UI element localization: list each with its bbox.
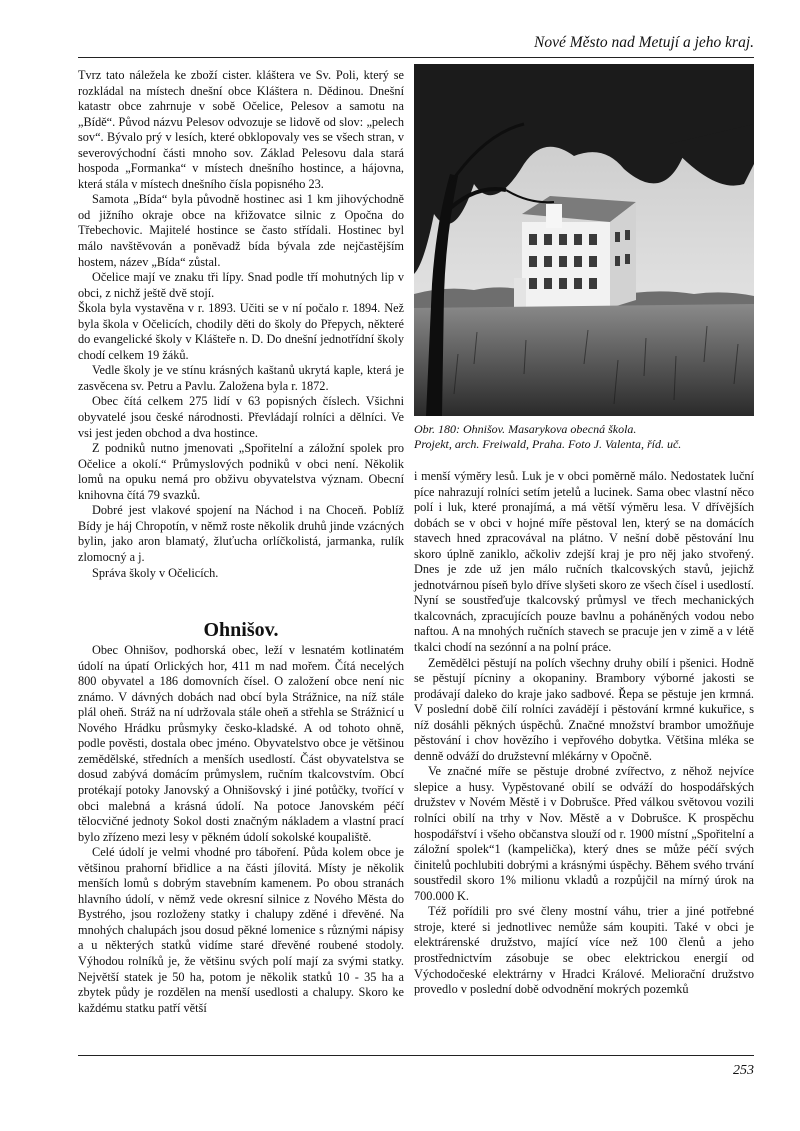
right-column [414, 469, 754, 998]
running-title: Nové Město nad Metují a jeho kraj. [534, 34, 754, 51]
left-column [78, 68, 404, 1016]
paragraph: Samota „Bída“ byla původně hostinec asi 1 km jihovýchodně od jižního okraje obce na křižovatce silnic z Opočna do Třebechovic. Majitelé hostince se často střídali. Hostinec byl málo navštěvován a poněvadž bída bývala zde nejčastějším hostem, název „Bída“ zůstal. [78, 192, 404, 269]
paragraph: Obec čítá celkem 275 lidí v 63 popisných číslech. Všichni obyvatelé jsou české národnosti. Převládají rolníci a dělníci. Ve vsi jest jeden obchod a dva hostince. [78, 394, 404, 440]
paragraph: Též pořídili pro své členy mostní váhu, trier a jiné potřebné stroje, které si jednotlivec nemůže sám koupiti. Také v obci je elektrárenské družstvo, mající více než 100 členů a jeho prostřednictvím zásobuje se obec elektrickou energií od Východočeské elektrárny v Hradci Králové. Meliorační družstvo provedlo v poslední době odvodnění mokrých pozemků [414, 904, 754, 997]
footer-rule [78, 1055, 754, 1056]
paragraph: Zemědělci pěstují na polích všechny druhy obilí i pšenici. Hodně se pěstují pícniny a okopaniny. Brambory výborné jakosti se prodávají daleko do kraje jako sadbové. Řepa se pěstuje jen krmná. V poslední době čilí rolníci zavádějí i pěstování krmné kukuřice, s níž dosáhli pěkných úspěchů. Značné množství brambor umožňuje pěstování i chov hovězího i vepřového dobytka. Většina mléka se denně odváží do družstevní mlékárny v Opočně. [414, 655, 754, 763]
paragraph: Ve značné míře se pěstuje drobné zvířectvo, z něhož nejvíce slepice a husy. Vypěstované obilí se odváží do hospodářských družstev v Novém Městě i v Dobrušce. Před válkou světovou vozili rolníci obilí na trhy v Nov. Městě a v Dobrušce. K prospěchu hospodářství i všeho občanstva slouží od r. 1900 místní „Spořitelní a záložní spolek“1 (kampelička), který dnes se může péčí svých činitelů pochlubiti dobrými a krásnými úspěchy. Během svého trvání soustředil skoro 1% milionu vkladů a rozpůjčil na mírný úrok na 700.000 K. [414, 764, 754, 903]
paragraph: Tvrz tato náležela ke zboží cister. kláštera ve Sv. Poli, který se rozkládal na místech dnešní obce Kláštera n. Dědinou. Dnešní katastr obce zahrnuje v sobě Očelice, Pelesov a samotu na „Bídě“. Původ názvu Pelesov odvozuje se lidově od slov: „pelech sov“. Bývalo prý v lesích, které obklopovaly ves se všech stran, v severovýchodní části mnoho sov. Základ Pelesovu dala stará hospoda „Formanka“ v místech dnešního hostince, a hájovna, která stála v místech dnešního čísla popisného 23. [78, 68, 404, 191]
paragraph: Dobré jest vlakové spojení na Náchod i na Choceň. Poblíž Bídy je háj Chropotín, v němž roste několik druhů jinde vzácných bylin, jako aron blamatý, žluťucha orlíčkolistá, jarmanka, rulík zlomocný a j. [78, 503, 404, 564]
paragraph: Obec Ohnišov, podhorská obec, leží v lesnatém kotlinatém údolí na úpatí Orlických hor, 411 m nad mořem. Čítá necelých 800 obyvatel a 186 domovních čísel. O založení obce není nic známo. V dávných dobách nad obcí byla Strážnice, na níž stále plál oheň. Stráž na ní udržovala stále oheň a střehla se Strážnicí u Nového Hrádku průsmyky česko-kladské. A od tohoto ohně, podle pověsti, dostala obec jméno. Obyvatelstvo obce je většinou zemědělské, středních a menších usedlostí. Část obyvatelstva se dosud zabývá domácím průmyslem, ručním tkalcovstvím. Obcí protékají potoky Janovský a Ohnišovský i jiné potůčky, tvořící v obci malebná a krásná údolí. Na potoce Janovském péčí tělocvičné jednoty Sokol dosti značným nákladem a vlastní prací bylo zřízeno mezi lesy v pěkném údolí sokolské koupaliště. [78, 643, 404, 844]
section-title: Ohnišov. [203, 619, 279, 642]
caption-line: Obr. 180: Ohnišov. Masarykova obecná škola. [414, 422, 637, 436]
paragraph: i menší výměry lesů. Luk je v obci poměrně málo. Nedostatek luční píce nahrazují rolníci setím jetelů a lucinek. Sama obec vlastní něco polí i luk, které pronajímá, a má větší výměru lesa. V dřívějších dobách se v obci v hojné míře pěstoval len, který se na domácích stavech hned zpracovával na plátno. V nešní době pěstování lnu skoro úplně zaniklo, ačkoliv zdejší kraj je pro něj jako stvořený. Dnes je zde už jen málo ručních tkalcovských stavů, jejichž jednotvárnou píseň bylo dříve slyšeti skoro ze všech čísel i usedlostí. Nyní se soustřeďuje tkalcovský průmysl ve třech mechanických tkalcovnách, zpracujících pouze bavlnu a poháněných vodou nebo naftou. A na mnohých ručních stavech se pracuje jen v zimě a v létě tkalci chodí na sezónní a na polní práce. [414, 469, 754, 655]
school-photo [414, 64, 754, 416]
paragraph-signature: Správa školy v Očelicích. [92, 565, 219, 580]
paragraph: Škola byla vystavěna v r. 1893. Učiti se v ní počalo r. 1894. Než byla škola v Očelicích, chodily děti do školy do Přepych, některé do evangelické školy v Klášteře n. D. Do dnešní jednotřídní školy chodí celkem 19 žáků. [78, 301, 404, 362]
paragraph: Z podniků nutno jmenovati „Spořitelní a záložní spolek pro Očelice a okolí.“ Průmyslových podniků v obci není. Několik lomů na opuku nemá pro obživu obyvatelstva význam. Obecní knihovna čítá 79 svazků. [78, 441, 404, 502]
paragraph: Vedle školy je ve stínu krásných kaštanů ukrytá kaple, která je zasvěcena sv. Petru a Pavlu. Založena byla r. 1872. [78, 363, 404, 393]
page-number: 253 [733, 1063, 754, 1078]
paragraph: Očelice mají ve znaku tři lípy. Snad podle tří mohutných lip v obci, z nichž ještě dvě stojí. [78, 270, 404, 300]
caption-line: Projekt, arch. Freiwald, Praha. Foto J. Valenta, říd. uč. [414, 437, 682, 451]
photo-caption [414, 422, 754, 452]
running-header [78, 32, 754, 58]
paragraph: Celé údolí je velmi vhodné pro táboření. Půda kolem obce je většinou prahorní břidlice a na části jílovitá. Místy je několik menších lomů s dobrým stavebním kamenem. Po obou stranách hlavního údolí, v němž vede okresní silnice z Nového Města do Bystrého, jsou rozloženy statky i chalupy zděné i dřevěné. Na mnohých chalupách jsou dosud pěkné lomenice s různými nápisy a u některých statků vidíme staré dřevěné roubené stodoly. Výhodou rolníků je, že většinu svých polí mají za svými statky. Největší statek je 50 ha, potom je několik statků 10 - 35 ha a zbytek půdy je rozdělen na menší usedlosti a chalupy. Skoro ke každému statku patří větší [78, 845, 404, 1015]
